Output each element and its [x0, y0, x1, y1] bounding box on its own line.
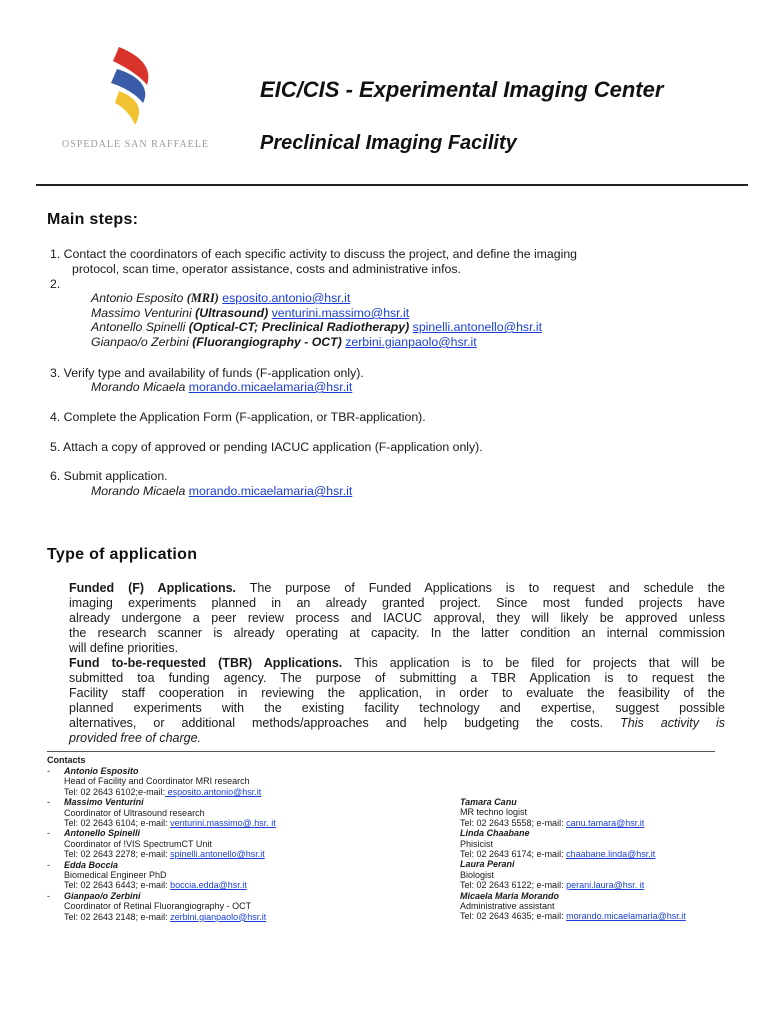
page-title: EIC/CIS - Experimental Imaging Center — [260, 77, 664, 102]
coordinator-email-link[interactable]: venturini.massimo@hsr.it — [271, 306, 410, 320]
contact-entry: - Antonio Esposito Head of Facility and Coordinator MRI research Tel: 02 2643 6102;e-mail: esposito.antonio@hsr.it — [47, 766, 262, 797]
contact-name: Morando Micaela — [91, 380, 186, 394]
coordinator-role: (MRI) — [186, 291, 219, 305]
contact-email-link[interactable]: venturini.massimo@.hsr. it — [170, 818, 276, 829]
coordinator-name: Massimo Venturini — [91, 306, 192, 320]
step-1-line-2: protocol, scan time, operator assistance, costs and administrative infos. — [72, 262, 461, 276]
coordinator-row — [91, 291, 350, 306]
contact-entry: - Gianpao/o Zerbini Coordinator of Retinal Fluorangiography - OCT Tel: 02 2643 2148; e-mail: zerbini.gianpaolo@hsr.it — [47, 890, 267, 922]
contact-email-link[interactable]: perani.laura@hsr. it — [566, 880, 645, 891]
coordinator-name: Antonio Esposito — [91, 291, 184, 305]
contact-email-link[interactable]: spinelli.antonello@hsr.it — [170, 849, 265, 860]
step-1-line-1: 1. Contact the coordinators of each specific activity to discuss the project, and define the imaging — [50, 247, 578, 261]
coordinator-role: (Fluorangiography - OCT) — [192, 335, 342, 349]
tbr-label: Fund to-be-requested (TBR) Applications. — [69, 656, 343, 670]
application-types-text: Funded (F) Applications. The purpose of Funded Applications is to request and schedule the imaging experiments planned in an already granted project. Since most funded projects have already undergone a peer review process and IACUC approval, they will likely be approved unless the research scanner is already operating at capacity. In the latter condition an internal commission will define priorities. Fund to-be-requested (TBR) Applications. This application is to be filed for projects that will be submitted toa funding agency. The purpose of submitting a TBR Application is to request the Facility staff cooperation in reviewing the application, in order to evaluate the feasibility of the planned experiments with the existing facility technology and expertise, suggest possible alternatives, or additional methods/approaches and help budgeting the costs. This activity is provided free of charge. — [69, 581, 725, 745]
coordinator-name: Gianpao/o Zerbini — [91, 335, 189, 349]
contact-name: Morando Micaela — [91, 484, 186, 498]
contacts-divider — [47, 751, 715, 752]
coordinator-email-link[interactable]: esposito.antonio@hsr.it — [222, 291, 351, 305]
step-6: 6. Submit application. — [50, 469, 168, 483]
page-subtitle: Preclinical Imaging Facility — [260, 132, 517, 154]
step-3-contact — [91, 380, 352, 395]
step-5: 5. Attach a copy of approved or pending IACUC application (F-application only). — [50, 440, 483, 454]
org-name: OSPEDALE SAN RAFFAELE — [62, 139, 209, 150]
step-4: 4. Complete the Application Form (F-application, or TBR-application). — [50, 410, 426, 424]
coordinator-row — [91, 306, 409, 321]
contact-email-link[interactable]: morando.micaelamaria@hsr.it — [188, 484, 353, 498]
contact-email-link[interactable]: morando.micaelamaria@hsr.it — [188, 380, 353, 394]
contact-entry: Linda Chaabane Phisicist Tel: 02 2643 6174; e-mail: chaabane.linda@hsr.it — [460, 828, 656, 860]
contacts-left-column — [47, 766, 276, 922]
hospital-logo-icon — [105, 45, 165, 130]
contact-email-link[interactable]: zerbini.gianpaolo@hsr.it — [170, 911, 267, 922]
step-6-contact — [91, 484, 352, 499]
contact-email-link[interactable]: boccia.edda@hsr.it — [170, 880, 247, 891]
coordinator-name: Antonello Spinelli — [91, 320, 186, 334]
coordinator-role: (Ultrasound) — [195, 306, 269, 320]
contact-entry: - Massimo Venturini Coordinator of Ultrasound research Tel: 02 2643 6104; e-mail: venturini.massimo@.hsr. it — [47, 797, 276, 829]
contact-entry: - Antonello Spinelli Coordinator of !VIS SpectrumCT Unit Tel: 02 2643 2278; e-mail: spinelli.antonello@hsr.it — [47, 828, 265, 860]
contact-email-link[interactable]: esposito.antonio@hsr.it — [165, 786, 262, 797]
step-3: 3. Verify type and availability of funds (F-application only). — [50, 366, 364, 380]
header-divider — [36, 184, 748, 186]
coordinator-row — [91, 320, 542, 335]
contact-email-link[interactable]: canu.tamara@hsr.it — [566, 817, 645, 828]
coordinator-row — [91, 335, 477, 350]
main-steps-heading: Main steps: — [47, 211, 139, 228]
contact-email-link[interactable]: chaabane.linda@hsr.it — [566, 849, 656, 860]
contact-entry: Laura Perani Biologist Tel: 02 2643 6122; e-mail: perani.laura@hsr. it — [460, 859, 645, 891]
coordinator-email-link[interactable]: spinelli.antonello@hsr.it — [412, 320, 543, 334]
coordinator-role: (Optical-CT; Preclinical Radiotherapy) — [188, 320, 410, 334]
funded-label: Funded (F) Applications. — [69, 581, 237, 595]
contact-entry: Tamara Canu MR techno logist Tel: 02 2643 5558; e-mail: canu.tamara@hsr.it — [460, 797, 645, 828]
coordinator-email-link[interactable]: zerbini.gianpaolo@hsr.it — [345, 335, 477, 349]
contacts-heading: Contacts — [47, 755, 86, 765]
contact-entry: Micaela Maria Morando Administrative assistant Tel: 02 2643 4635; e-mail: morando.micaelamaria@hsr.it — [460, 890, 686, 922]
contact-entry: - Edda Boccia Biomedical Engineer PhD Tel: 02 2643 6443; e-mail: boccia.edda@hsr.it — [47, 859, 247, 891]
step-2-number: 2. — [50, 277, 61, 291]
contact-email-link[interactable]: morando.micaelamaria@hsr.it — [566, 911, 686, 922]
contacts-right-column — [460, 797, 686, 922]
application-type-heading: Type of application — [47, 546, 198, 563]
